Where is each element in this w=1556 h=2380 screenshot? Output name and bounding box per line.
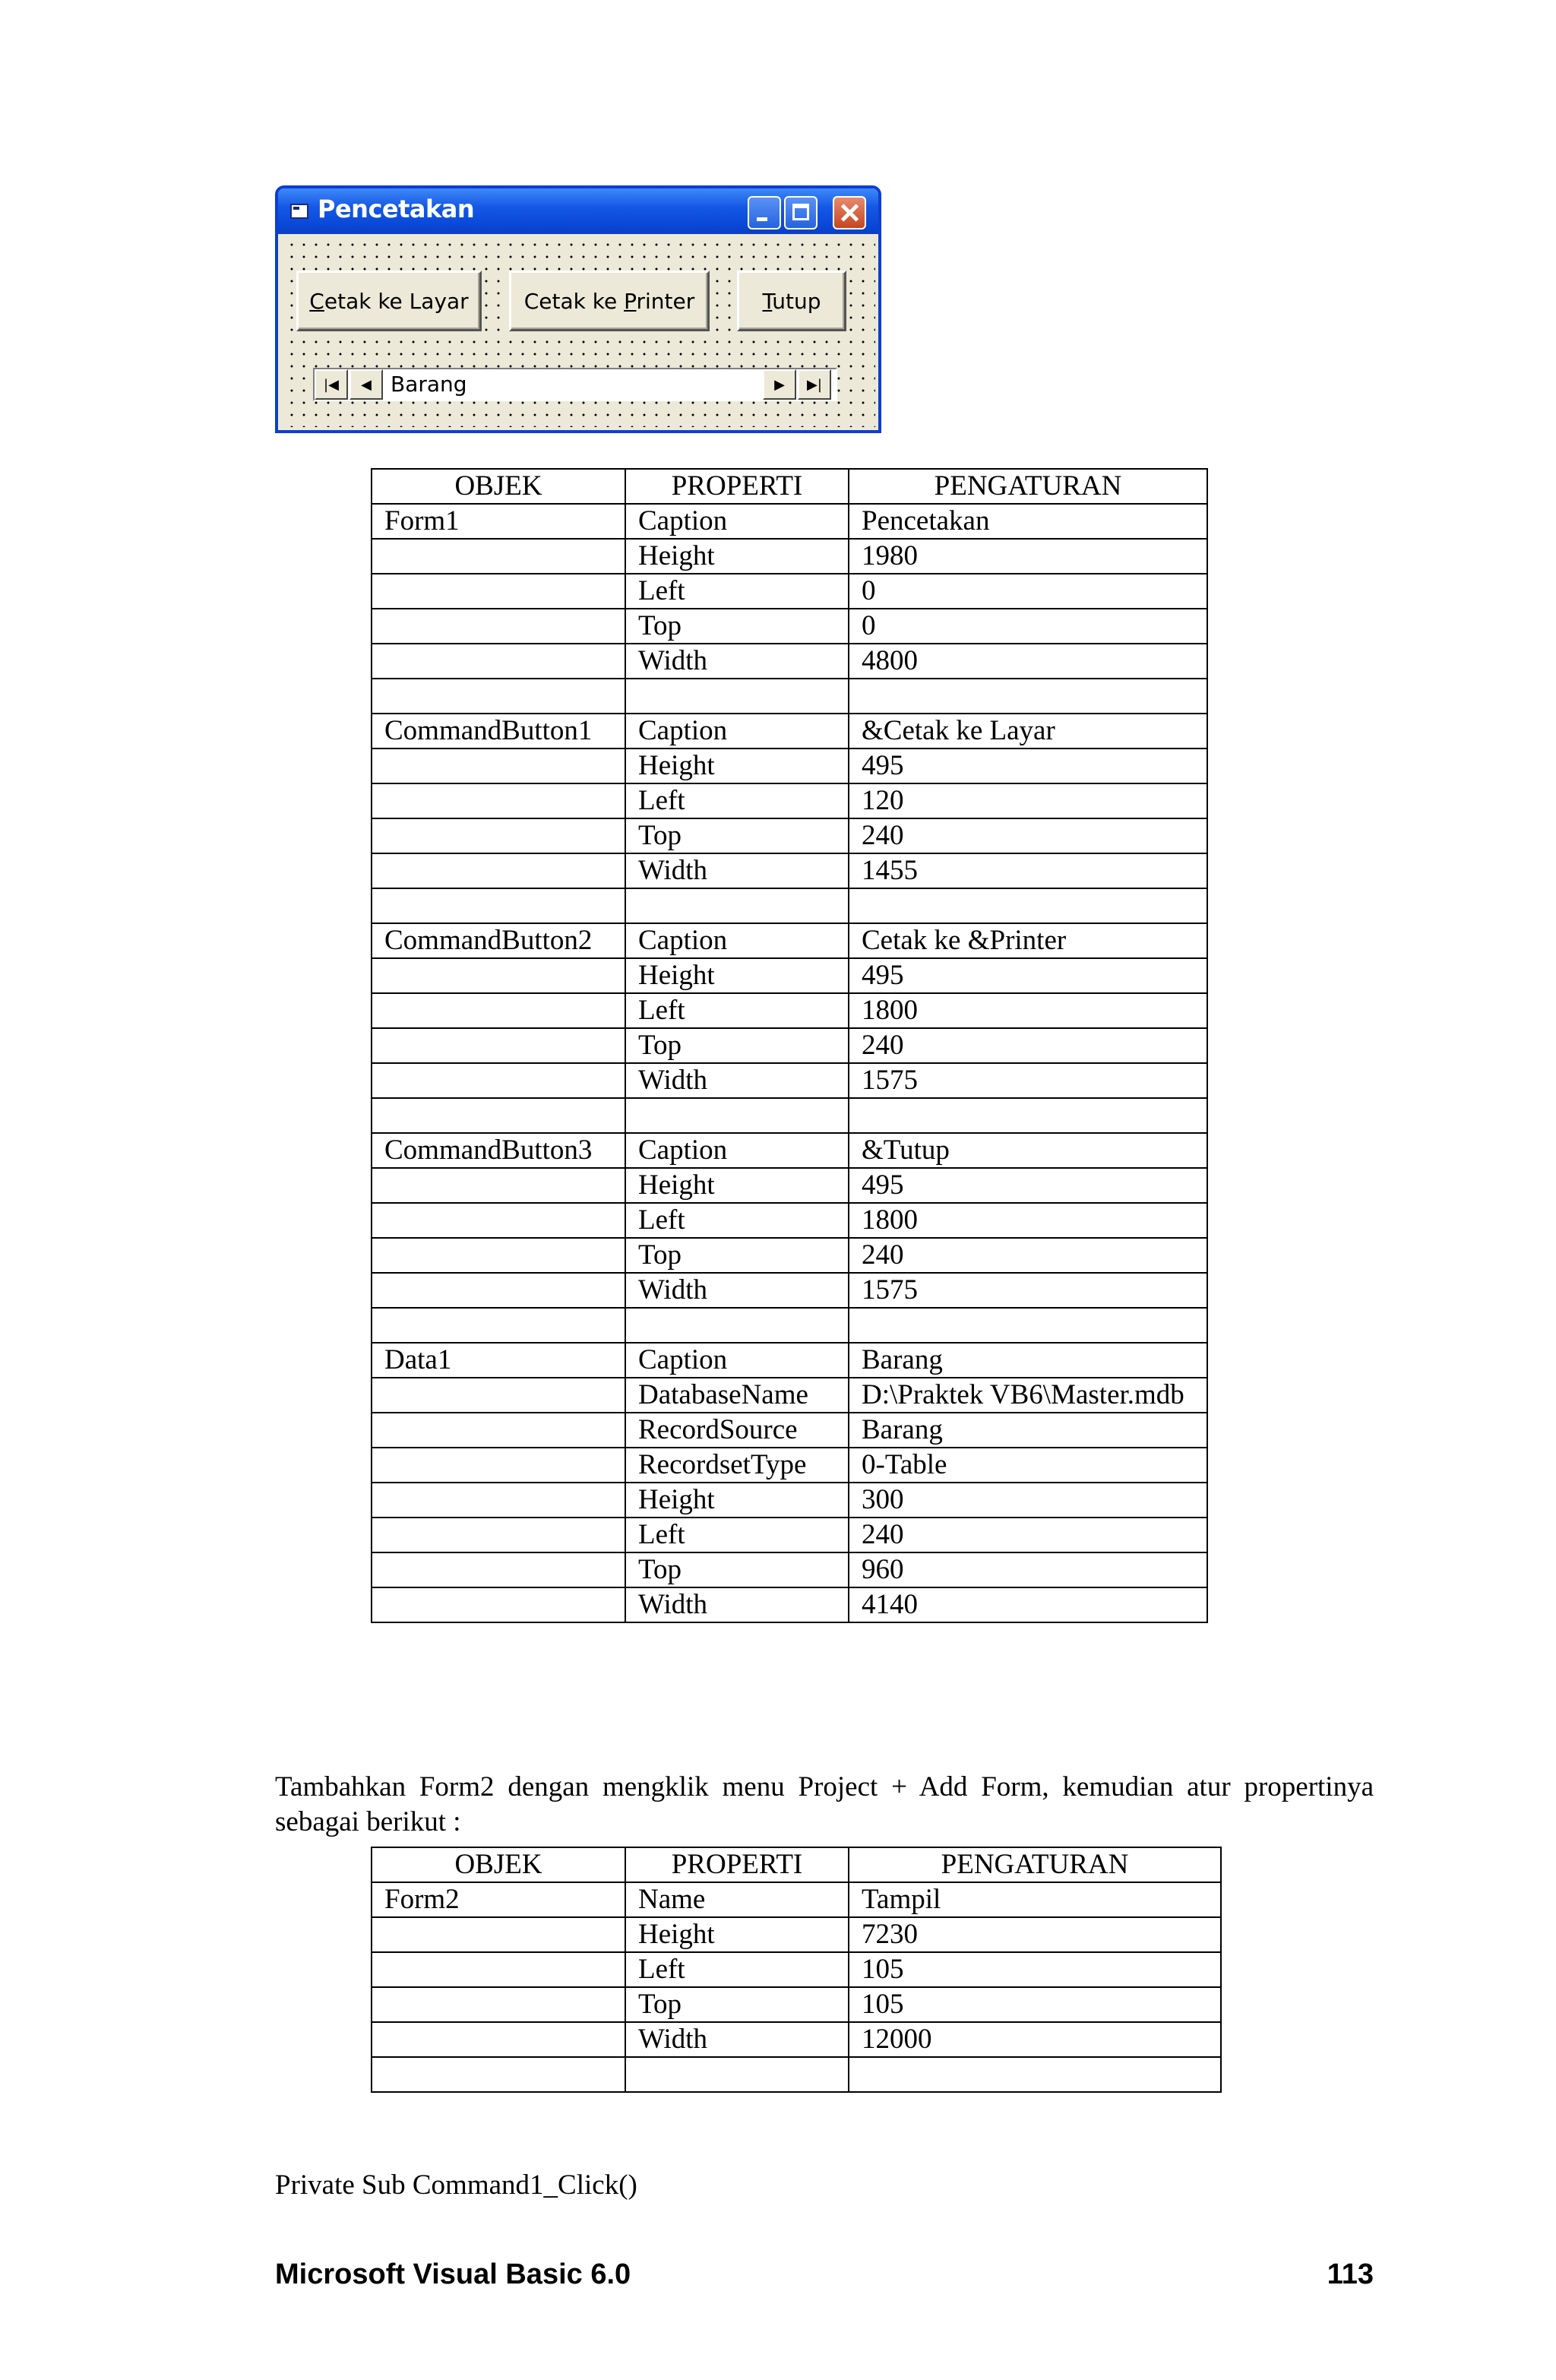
table-cell: Height xyxy=(625,1168,849,1203)
table-header-row xyxy=(372,469,1207,504)
table-cell: 1575 xyxy=(849,1273,1207,1308)
table-cell xyxy=(372,609,625,644)
data-control-caption: Barang xyxy=(391,372,467,397)
table-cell: Caption xyxy=(625,1133,849,1168)
table-row xyxy=(372,1987,1221,2022)
table-cell: Left xyxy=(625,574,849,609)
table-row xyxy=(372,2057,1221,2092)
table-cell xyxy=(372,783,625,818)
table-row xyxy=(372,1168,1207,1203)
column-header: PROPERTI xyxy=(625,469,849,504)
table-cell xyxy=(372,958,625,993)
close-button[interactable] xyxy=(833,196,866,229)
table-cell: Left xyxy=(625,783,849,818)
table-cell: 240 xyxy=(849,1518,1207,1552)
table-cell: CommandButton3 xyxy=(372,1133,625,1168)
table-row xyxy=(372,1552,1207,1587)
table-cell xyxy=(372,1552,625,1587)
table-cell xyxy=(372,1098,625,1133)
table-row xyxy=(372,1028,1207,1063)
table-cell: Barang xyxy=(849,1413,1207,1448)
table-cell xyxy=(372,1917,625,1952)
table-cell: Form1 xyxy=(372,504,625,539)
table-cell: Left xyxy=(625,993,849,1028)
table-cell xyxy=(372,748,625,783)
table-row xyxy=(372,1308,1207,1343)
table-cell xyxy=(849,2057,1221,2092)
table-cell xyxy=(625,679,849,714)
table-cell: 7230 xyxy=(849,1917,1221,1952)
table-cell xyxy=(849,1308,1207,1343)
table-cell: Caption xyxy=(625,504,849,539)
table-cell: 105 xyxy=(849,1952,1221,1987)
table-cell: Height xyxy=(625,1917,849,1952)
window-titlebar[interactable] xyxy=(278,188,878,234)
table-cell: Caption xyxy=(625,714,849,748)
table-cell: Height xyxy=(625,958,849,993)
table-cell: 105 xyxy=(849,1987,1221,2022)
table-cell xyxy=(372,1238,625,1273)
table-cell: Width xyxy=(625,2022,849,2057)
table-cell: Cetak ke &Printer xyxy=(849,923,1207,958)
table-row xyxy=(372,1413,1207,1448)
table-cell: 240 xyxy=(849,818,1207,853)
table-cell: Width xyxy=(625,1273,849,1308)
table-cell: Top xyxy=(625,1028,849,1063)
table-cell: 1800 xyxy=(849,1203,1207,1238)
pencetakan-window xyxy=(275,185,881,433)
table-cell: Name xyxy=(625,1882,849,1917)
table-cell: Top xyxy=(625,609,849,644)
cetak-ke-layar-label: Cetak ke Layar xyxy=(309,288,469,314)
table-row xyxy=(372,888,1207,923)
table-cell xyxy=(372,1203,625,1238)
tutup-button[interactable] xyxy=(737,271,846,331)
table-row xyxy=(372,574,1207,609)
cetak-ke-printer-button[interactable] xyxy=(509,271,710,331)
code-line: Private Sub Command1_Click() xyxy=(275,2170,637,2201)
table-row xyxy=(372,748,1207,783)
table-cell: 495 xyxy=(849,748,1207,783)
table-cell xyxy=(849,888,1207,923)
properties-table-form1 xyxy=(371,468,1208,1623)
table-row xyxy=(372,1882,1221,1917)
table-row xyxy=(372,679,1207,714)
table-cell: Left xyxy=(625,1952,849,1987)
table-cell xyxy=(372,1168,625,1203)
form-design-area xyxy=(281,234,875,427)
table-cell: CommandButton2 xyxy=(372,923,625,958)
table-cell xyxy=(372,1518,625,1552)
table-row xyxy=(372,609,1207,644)
table-cell: 4140 xyxy=(849,1587,1207,1622)
table-cell: 495 xyxy=(849,958,1207,993)
table-row xyxy=(372,1238,1207,1273)
maximize-button[interactable] xyxy=(784,196,818,229)
table-cell xyxy=(372,818,625,853)
table-cell xyxy=(372,539,625,574)
table-cell: Height xyxy=(625,539,849,574)
table-cell xyxy=(372,679,625,714)
table-cell: 240 xyxy=(849,1238,1207,1273)
table-row xyxy=(372,2022,1221,2057)
table-row xyxy=(372,1448,1207,1483)
table-cell: Height xyxy=(625,1483,849,1518)
table-cell: Pencetakan xyxy=(849,504,1207,539)
table-cell: 12000 xyxy=(849,2022,1221,2057)
table-cell: 960 xyxy=(849,1552,1207,1587)
table-cell: CommandButton1 xyxy=(372,714,625,748)
table-row xyxy=(372,1273,1207,1308)
table-cell: DatabaseName xyxy=(625,1378,849,1413)
column-header: PENGATURAN xyxy=(849,469,1207,504)
instruction-paragraph: Tambahkan Form2 dengan mengklik menu Project + Add Form, kemudian atur propertinya sebagai berikut : xyxy=(275,1771,1374,1837)
table-cell: 1575 xyxy=(849,1063,1207,1098)
table-cell: Barang xyxy=(849,1343,1207,1378)
table-row xyxy=(372,993,1207,1028)
table-cell: Height xyxy=(625,748,849,783)
tutup-label: Tutup xyxy=(762,288,821,314)
table-cell xyxy=(372,2022,625,2057)
table-row xyxy=(372,644,1207,679)
move-last-icon[interactable]: ▶| xyxy=(798,369,831,400)
table-row xyxy=(372,1952,1221,1987)
table-cell xyxy=(372,853,625,888)
table-cell xyxy=(849,679,1207,714)
table-cell xyxy=(372,888,625,923)
form-icon xyxy=(290,204,308,219)
table-cell xyxy=(625,888,849,923)
move-next-icon[interactable]: ▶ xyxy=(763,369,796,400)
table-cell: Left xyxy=(625,1203,849,1238)
minimize-button[interactable] xyxy=(748,196,781,229)
table-row xyxy=(372,1063,1207,1098)
table-row xyxy=(372,1098,1207,1133)
book-title: Microsoft Visual Basic 6.0 xyxy=(275,2258,631,2290)
table-cell xyxy=(372,1308,625,1343)
data-control xyxy=(313,368,837,401)
page-number: 113 xyxy=(1327,2258,1374,2290)
table-cell: Width xyxy=(625,1587,849,1622)
table-cell: 1800 xyxy=(849,993,1207,1028)
column-header: PENGATURAN xyxy=(849,1847,1221,1882)
table-cell xyxy=(372,1952,625,1987)
table-cell: D:\Praktek VB6\Master.mdb xyxy=(849,1378,1207,1413)
table-cell: Left xyxy=(625,1518,849,1552)
table-cell: 240 xyxy=(849,1028,1207,1063)
table-cell: RecordsetType xyxy=(625,1448,849,1483)
table-cell xyxy=(372,1063,625,1098)
table-cell: Top xyxy=(625,1987,849,2022)
table-row xyxy=(372,1203,1207,1238)
table-cell: Caption xyxy=(625,1343,849,1378)
table-row xyxy=(372,1587,1207,1622)
table-cell: 300 xyxy=(849,1483,1207,1518)
table-row xyxy=(372,539,1207,574)
table-cell: 495 xyxy=(849,1168,1207,1203)
column-header: OBJEK xyxy=(372,1847,625,1882)
table-cell: Width xyxy=(625,644,849,679)
table-cell xyxy=(625,1098,849,1133)
table-row xyxy=(372,1133,1207,1168)
table-row xyxy=(372,958,1207,993)
table-cell xyxy=(849,1098,1207,1133)
table-row xyxy=(372,1483,1207,1518)
table-cell xyxy=(372,1273,625,1308)
table-cell xyxy=(625,1308,849,1343)
table-row xyxy=(372,1518,1207,1552)
table-cell: 4800 xyxy=(849,644,1207,679)
table-cell: 120 xyxy=(849,783,1207,818)
cetak-ke-printer-label: Cetak ke Printer xyxy=(523,288,695,314)
table-cell xyxy=(372,1587,625,1622)
table-cell xyxy=(625,2057,849,2092)
table-cell: 1980 xyxy=(849,539,1207,574)
column-header: PROPERTI xyxy=(625,1847,849,1882)
table-cell: &Tutup xyxy=(849,1133,1207,1168)
table-cell: 1455 xyxy=(849,853,1207,888)
properties-table-form2 xyxy=(371,1847,1222,2093)
move-previous-icon[interactable]: ◀ xyxy=(349,369,383,400)
table-cell xyxy=(372,2057,625,2092)
table-cell: 0 xyxy=(849,574,1207,609)
table-cell: Data1 xyxy=(372,1343,625,1378)
table-cell: Top xyxy=(625,818,849,853)
table-cell xyxy=(372,1483,625,1518)
table-cell xyxy=(372,574,625,609)
table-cell xyxy=(372,1448,625,1483)
table-cell xyxy=(372,1378,625,1413)
table-cell xyxy=(372,1028,625,1063)
column-header: OBJEK xyxy=(372,469,625,504)
table-row xyxy=(372,1343,1207,1378)
table-row xyxy=(372,818,1207,853)
table-row xyxy=(372,1917,1221,1952)
table-cell xyxy=(372,1987,625,2022)
table-cell: 0-Table xyxy=(849,1448,1207,1483)
window-title: Pencetakan xyxy=(318,195,475,223)
table-row xyxy=(372,783,1207,818)
table-cell: Form2 xyxy=(372,1882,625,1917)
table-cell: Caption xyxy=(625,923,849,958)
table-cell: Width xyxy=(625,853,849,888)
table-header-row xyxy=(372,1847,1221,1882)
table-row xyxy=(372,923,1207,958)
table-row xyxy=(372,853,1207,888)
table-cell xyxy=(372,1413,625,1448)
move-first-icon[interactable]: |◀ xyxy=(315,369,348,400)
table-cell: Width xyxy=(625,1063,849,1098)
table-cell: RecordSource xyxy=(625,1413,849,1448)
table-cell xyxy=(372,993,625,1028)
table-cell: Top xyxy=(625,1552,849,1587)
table-cell: Top xyxy=(625,1238,849,1273)
table-row xyxy=(372,504,1207,539)
table-cell: &Cetak ke Layar xyxy=(849,714,1207,748)
table-row xyxy=(372,714,1207,748)
cetak-ke-layar-button[interactable] xyxy=(296,271,482,331)
table-row xyxy=(372,1378,1207,1413)
table-cell xyxy=(372,644,625,679)
table-cell: 0 xyxy=(849,609,1207,644)
table-cell: Tampil xyxy=(849,1882,1221,1917)
